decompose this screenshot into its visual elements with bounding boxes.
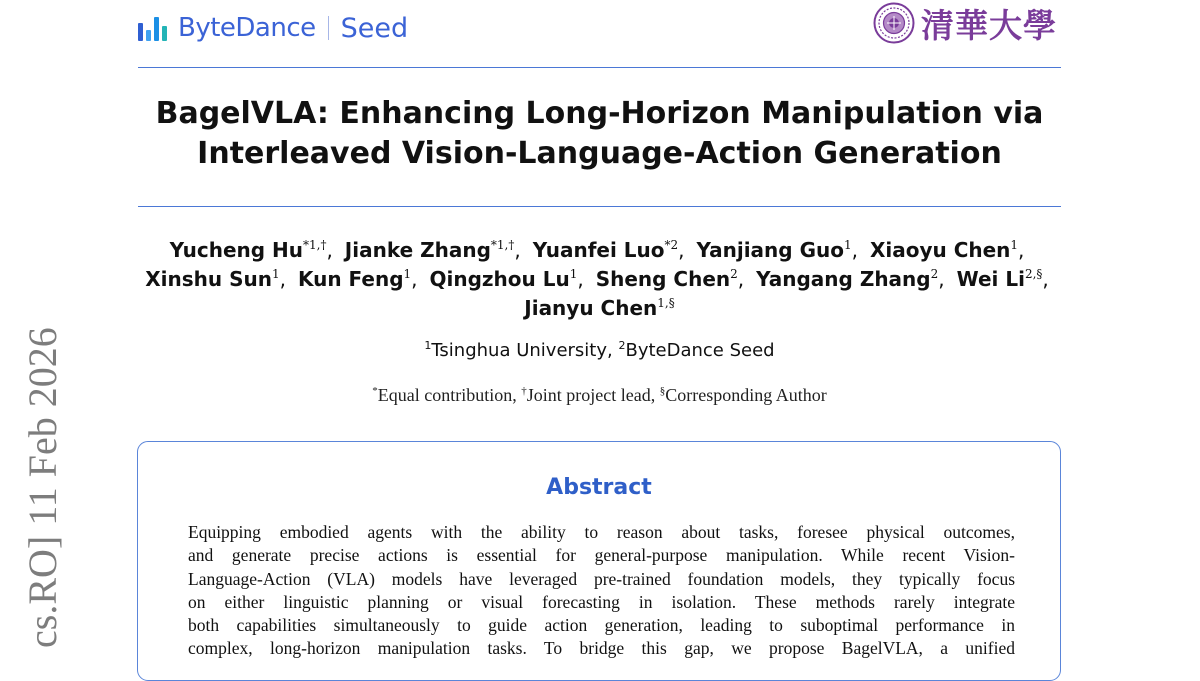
author-affil-mark: 1,§ <box>657 296 675 310</box>
abstract-line: on either linguistic planning or visual forecasting in isolation. These methods rarely integrate <box>188 591 1015 612</box>
author-line-1: Yucheng $Hu^{*1,\dagger}$, Jianke Zhang$^{*1,\dagger}$, Yuanfei Luo$^{*2}$, Yanjiang Guo$^1$, Xiaoyu Chen$^1$, <box>169 238 1025 262</box>
affil-tsinghua: Tsinghua University, <box>431 340 613 361</box>
contribution-notes <box>138 385 1061 406</box>
author-name: Sheng Chen <box>595 267 731 291</box>
affil-mark: 1 <box>424 339 432 352</box>
title-line-1: BagelVLA: Enhancing Long-Horizon Manipulation via <box>155 96 1044 131</box>
author-name: Yucheng Hu <box>169 238 303 262</box>
abstract-body <box>188 521 1015 661</box>
author-name: Xiaoyu Chen <box>869 238 1011 262</box>
author-list <box>138 236 1061 323</box>
author-name: Yangang Zhang <box>756 267 931 291</box>
note-mark: * <box>372 385 378 397</box>
seed-wordmark: Seed <box>340 12 409 44</box>
author-name: Wei Li <box>956 267 1025 291</box>
abstract-line: and generate precise actions is essential for general-purpose manipulation. While recent Vision- <box>188 545 1015 566</box>
author-line-3 <box>138 294 1061 323</box>
author-affil-mark: 2 <box>930 267 939 281</box>
abstract-line: both capabilities simultaneously to guide action generation, leading to suboptimal performance in <box>188 615 1015 636</box>
author-affil-mark: 1 <box>1010 238 1019 252</box>
author-affil-mark: 2,§ <box>1024 267 1043 281</box>
affil-mark: 2 <box>618 339 626 352</box>
note-equal: Equal contribution, <box>377 385 517 405</box>
author-affil-mark: 1 <box>403 267 412 281</box>
author-name: Kun Feng <box>297 267 404 291</box>
tsinghua-logo <box>873 0 1057 46</box>
note-mark: § <box>659 385 666 397</box>
paper-title <box>138 94 1061 174</box>
page-header <box>138 0 1061 68</box>
abstract-box <box>137 441 1061 681</box>
abstract-line: Equipping embodied agents with the ability to reason about tasks, foresee physical outcomes, <box>188 522 1015 542</box>
author-name: Qingzhou Lu <box>429 267 570 291</box>
author-affil-mark: 1 <box>569 267 578 281</box>
note-corresponding: Corresponding Author <box>665 385 827 405</box>
author-name: Jianyu Chen <box>524 296 658 320</box>
author-affil-mark: 1 <box>843 238 852 252</box>
author-name: Jianke Zhang <box>344 238 491 262</box>
author-affil-mark: 1 <box>272 267 280 281</box>
title-line-2: Interleaved Vision-Language-Action Generation <box>197 136 1002 171</box>
author-affil-mark: *1,† <box>303 238 327 252</box>
arxiv-stamp: cs.RO] 11 Feb 2026 <box>20 327 65 648</box>
author-affil-mark: 2 <box>730 267 738 281</box>
abstract-heading: Abstract <box>546 475 652 500</box>
note-lead: Joint project lead, <box>526 385 656 405</box>
affiliations <box>138 340 1061 361</box>
affil-bytedance: ByteDance Seed <box>625 340 775 361</box>
author-name: Yuanfei Luo <box>532 238 665 262</box>
author-name: Yanjiang Guo <box>696 238 844 262</box>
author-affil-mark: *1,† <box>490 238 515 252</box>
abstract-line: Language-Action (VLA) models have leveraged pre-trained foundation models, they typically focus <box>188 568 1015 589</box>
author-name: Xinshu Sun <box>145 267 272 291</box>
tsinghua-wordmark: 清華大學 <box>921 5 1057 45</box>
tsinghua-seal-icon <box>873 2 915 44</box>
bytedance-bars-icon <box>138 15 170 41</box>
bytedance-wordmark: ByteDance <box>178 13 316 43</box>
header-rule <box>138 67 1061 68</box>
logo-separator <box>328 16 329 40</box>
abstract-line: complex, long-horizon manipulation tasks. To bridge this gap, we propose BagelVLA, a unified <box>188 638 1015 659</box>
bytedance-seed-logo <box>138 12 408 44</box>
author-affil-mark: *2 <box>664 238 679 252</box>
note-mark: † <box>521 385 527 397</box>
author-line-2: Xinshu Sun$^1$, Kun Feng$^1$, Qingzhou Lu$^1$, Sheng Chen$^2$, Yangang Zhang$^2$, Wei $Li^{2,\S}$, <box>145 267 1049 291</box>
title-rule <box>138 206 1061 207</box>
